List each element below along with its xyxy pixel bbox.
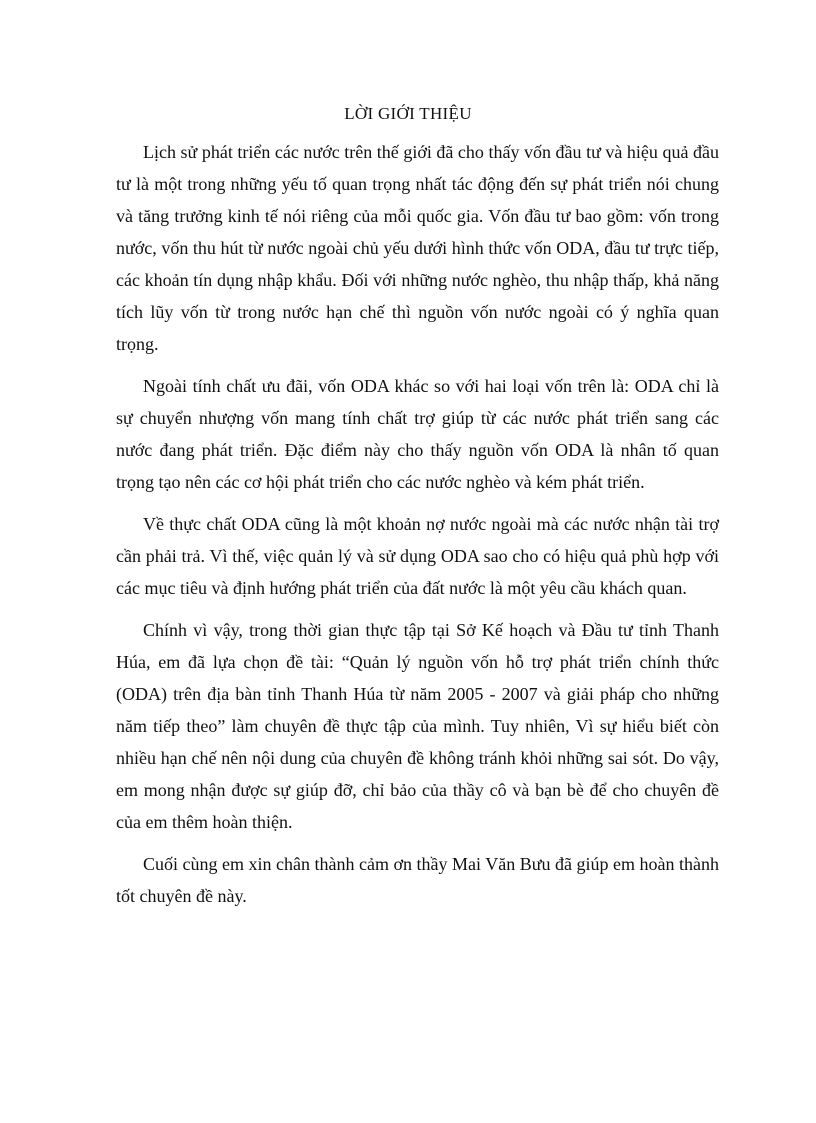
paragraph-investment-capital: Lịch sử phát triển các nước trên thế giới đã cho thấy vốn đầu tư và hiệu quả đầu tư là một trong những yếu tố quan trọng nhất tác động đến sự phát triển nói chung và tăng trưởng kinh tế nói riêng của mỗi quốc gia. Vốn đầu tư bao gồm: vốn trong nước, vốn thu hút từ nước ngoài chủ yếu dưới hình thức vốn ODA, đầu tư trực tiếp, các khoản tín dụng nhập khẩu. Đối với những nước nghèo, thu nhập thấp, khả năng tích lũy vốn từ trong nước hạn chế thì nguồn vốn nước ngoài có ý nghĩa quan trọng. xyxy=(116,142,719,354)
paragraph-oda-characteristics: Ngoài tính chất ưu đãi, vốn ODA khác so với hai loại vốn trên là: ODA chỉ là sự chuyển nhượng vốn mang tính chất trợ giúp từ các nước phát triển sang các nước đang phát triển. Đặc điểm này cho thấy nguồn vốn ODA là nhân tố quan trọng tạo nên các cơ hội phát triển cho các nước nghèo và kém phát triển. xyxy=(116,376,719,492)
paragraph-acknowledgement: Cuối cùng em xin chân thành cảm ơn thầy Mai Văn Bưu đã giúp em hoàn thành tốt chuyên đề này. xyxy=(116,854,719,906)
page-title: LỜI GIỚI THIỆU xyxy=(344,104,472,123)
paragraph-oda-debt: Về thực chất ODA cũng là một khoản nợ nước ngoài mà các nước nhận tài trợ cần phải trả. Vì thế, việc quản lý và sử dụng ODA sao cho có hiệu quả phù hợp với các mục tiêu và định hướng phát triển của đất nước là một yêu cầu khách quan. xyxy=(116,514,719,598)
document-body xyxy=(116,136,719,922)
paragraph-topic-selection: Chính vì vậy, trong thời gian thực tập tại Sở Kế hoạch và Đầu tư tỉnh Thanh Húa, em đã lựa chọn đề tài: “Quản lý nguồn vốn hỗ trợ phát triển chính thức (ODA) trên địa bàn tỉnh Thanh Húa từ năm 2005 - 2007 và giải pháp cho những năm tiếp theo” làm chuyên đề thực tập của mình. Tuy nhiên, Vì sự hiểu biết còn nhiều hạn chế nên nội dung của chuyên đề không tránh khỏi những sai sót. Do vậy, em mong nhận được sự giúp đỡ, chỉ bảo của thầy cô và bạn bè để cho chuyên đề của em thêm hoàn thiện. xyxy=(116,620,719,832)
